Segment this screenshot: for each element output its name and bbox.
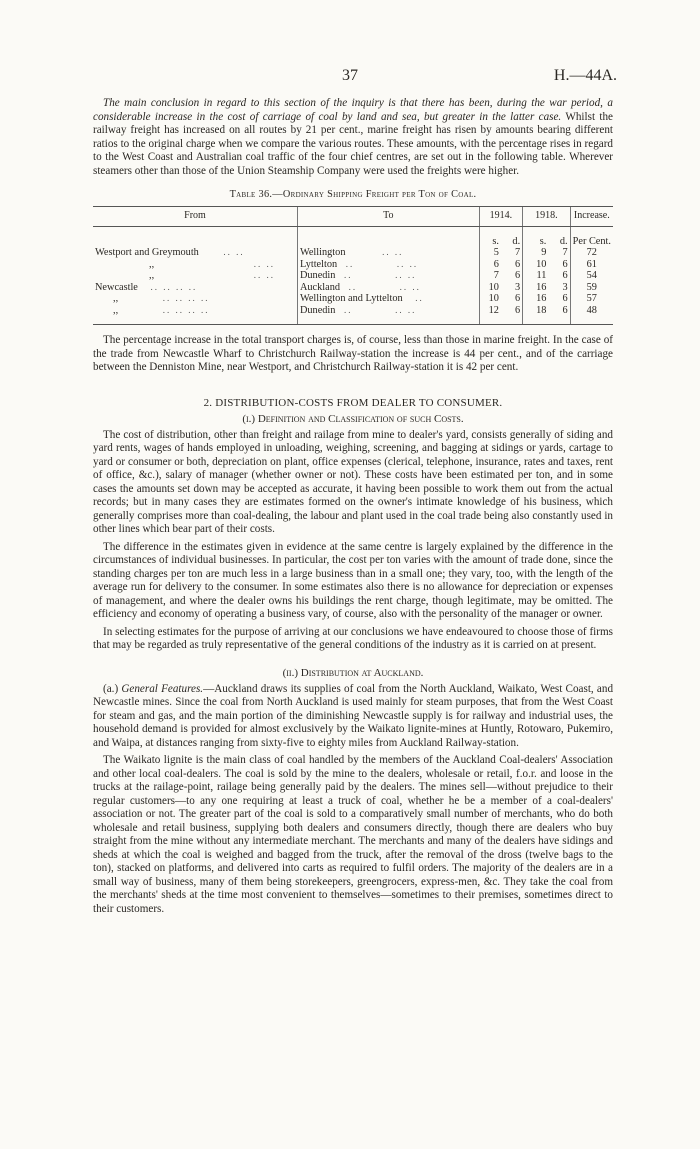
table-units-row (93, 226, 613, 247)
row-from: ,, .. .. (149, 270, 275, 281)
page-body (93, 97, 613, 916)
row-s1918: 11 (523, 270, 549, 282)
document-reference: H.—44A. (553, 67, 617, 84)
intro-paragraph (93, 97, 613, 178)
unit-shillings-1914: s. (479, 226, 501, 247)
header-1914: 1914. (479, 207, 523, 227)
row-d1918: 6 (548, 305, 570, 325)
row-d1918: 3 (562, 281, 568, 293)
body-paragraph (93, 683, 613, 751)
row-increase: 61 (570, 259, 613, 271)
row-s1914: 6 (479, 259, 501, 271)
header-from: From (93, 207, 297, 227)
freight-table (93, 206, 613, 325)
table-row (93, 259, 613, 271)
page-number: 37 (342, 67, 358, 84)
body-paragraph: The cost of distribution, other than freight and railage from mine to dealer's yard, consists generally of siding and yard rents, wages of hands employed in unloading, weighing, screening, and bagging at sidings or yards, cartage to yard or consumer or both, depreciation on plant, office expenses (clerical, telephone, insurance, rates and taxes, rent of office, &c.), salary of manager (whether owner or not). These costs have been estimated per ton, and in some cases the amounts set down may be accepted as accurate, it having been possible to work them out from the actual records; but in many cases they are estimates formed on the owner's intimate knowledge of his business, which generally comprises more than coal-dealing, the labour and plant used in the coal trade being also constantly used in other lines which bear part of their costs. (93, 428, 613, 535)
row-s1914: 7 (479, 270, 501, 282)
table-row (93, 282, 613, 294)
row-d1918: 6 (562, 270, 568, 281)
row-from: ,, .. .. (149, 258, 275, 270)
unit-pence-1918: d. (559, 235, 568, 247)
row-d1914: 6 (515, 293, 521, 304)
row-d1914: 7 (515, 247, 521, 258)
row-s1914: 5 (479, 247, 501, 259)
paragraph-label: (a.) (103, 682, 122, 695)
row-d1918: 6 (562, 258, 568, 270)
table-row (93, 305, 613, 325)
body-paragraph: The difference in the estimates given in evidence at the same centre is largely explained by the difference in the circumstances of individual businesses. In particular, the cost per ton varies with the amount of trade done, since the standing charges per ton are much less in a large business than in a small one; they vary, too, with the length of the average run for delivery to the consumer. In some estimates also there is no allowance for depreciation or expenses of management, and where the dealer owns his buildings the rent charge, though legitimate, may be omitted. The efficiency and economy of operating a business vary, of course, also with the personality of the manager or owner. (93, 540, 613, 620)
row-d1914: 6 (515, 258, 521, 270)
row-from: Westport and Greymouth .. .. (95, 247, 245, 258)
table-row (93, 293, 613, 305)
row-increase: 57 (570, 293, 613, 305)
table-header-row (93, 207, 613, 227)
header-1918: 1918. (523, 207, 570, 227)
paragraph-topic: General Features. (121, 682, 204, 695)
row-increase: 59 (570, 282, 613, 294)
row-from: ,, .. .. .. .. (93, 305, 297, 325)
row-s1914: 10 (479, 293, 501, 305)
header-increase: Increase. (570, 207, 613, 227)
row-s1918: 16 (523, 282, 549, 294)
row-s1918: 9 (523, 247, 549, 259)
row-s1918: 10 (523, 259, 549, 271)
body-paragraph: The Waikato lignite is the main class of coal handled by the members of the Auckland Coal-dealers' Association and other local coal-dealers. The coal is sold by the mine to the dealers, wholesale or retail, f.o.r. and loose in the trucks at the railage-point, railage being generally paid by the dealers. The mines sell—without prejudice to their regular customers—to any one requiring at least a truck of coal, whether he be a member of a coal-dealers' association or not. The greater part of the coal is sold to a comparatively small number of merchants, who do both wholesale and retail business, supplying both dealers and consumers directly, though there are dealers who buy straight from the mine without any intermediate merchant. The merchants and many of the dealers have sidings and sheds at which the coal is weighed and bagged from the truck, after the removal of the dross (twelve bags to the ton), stacked on platforms, and delivered into carts as required to fulfil orders. The majority of the dealers are in a small way of business, many of them being storekeepers, greengrocers, express-men, &c. They take the coal from the merchants' sheds at the time most convenient to themselves—sometimes to their premises, sometimes direct to their customers. (93, 754, 613, 915)
intro-conclusion: The main conclusion in regard to this section of the inquiry is that there has been, during the war period, a considerable increase in the cost of carriage of coal by land and sea, but greater in the latter case. (93, 97, 613, 123)
unit-shillings-1918: s. (523, 226, 549, 247)
row-from: ,, .. .. .. .. (113, 293, 210, 304)
row-increase: 48 (570, 305, 613, 325)
table-row (93, 270, 613, 282)
unit-pence-1914: d. (512, 235, 521, 247)
intro-rest: Whilst the railway freight has increased on all routes by 21 per cent., marine freight has risen by amounts bearing different ratios to the original charge when we compare the various routes. These amounts, with the percentage rises in regard to the West Coast and Australian coal traffic of the four chief centres, are set out in the following table. Wherever steamers other than those of the Union Steamship Company were used the freights were higher. (93, 110, 613, 177)
row-increase: 54 (570, 270, 613, 282)
subsection-heading: (ii.) Distribution at Auckland. (282, 666, 424, 679)
row-from: Newcastle .. .. .. .. (95, 281, 198, 293)
table-caption: Table 36.—Ordinary Shipping Freight per Ton of Coal. (229, 189, 477, 200)
row-increase: 72 (570, 247, 613, 259)
header-to: To (297, 207, 479, 227)
after-table-paragraph: The percentage increase in the total transport charges is, of course, less than those in marine freight. In the case of the trade from Newcastle Wharf to Christchurch Railway-station the increase is 44 per cent., and of the carriage between the Denniston Mine, near Westport, and Christchurch Railway-station it is 42 per cent. (93, 334, 613, 373)
body-paragraph: In selecting estimates for the purpose of arriving at our conclusions we have endeavoured to choose those of firms that may be regarded as truly representative of the general conditions of the industry as it is carried on at present. (93, 625, 613, 651)
row-d1914: 6 (515, 270, 521, 281)
section-heading: 2. DISTRIBUTION-COSTS FROM DEALER TO CONSUMER. (203, 396, 503, 409)
row-to: Auckland .. .. .. (297, 282, 479, 294)
row-to: Wellington and Lyttelton .. (297, 293, 479, 305)
paragraph-text: —Auckland draws its supplies of coal from the North Auckland, Waikato, West Coast, and Newcastle mines. Since the coal from North Auckland is used mainly for steam purposes, that from the West Coast for steam and gas, and the main portion of the diminishing Newcastle supply is for railway and industrial uses, the household demand is provided for almost exclusively by the Waikato lignite-mines at Huntly, Rotowaro, Pukemiro, and Waipa, at distances ranging from sixty-five to eighty miles from Auckland Railway-station. (93, 682, 614, 749)
row-to: Dunedin .. .. .. (297, 270, 479, 282)
unit-percent: Per Cent. (570, 226, 613, 247)
row-to: Lyttelton .. .. .. (297, 259, 479, 271)
row-d1914: 3 (515, 281, 521, 293)
row-s1914: 12 (479, 305, 501, 325)
row-s1914: 10 (479, 282, 501, 294)
subsection-heading: (i.) Definition and Classification of such Costs. (242, 412, 464, 425)
row-d1914: 6 (501, 305, 523, 325)
row-d1918: 6 (562, 293, 568, 304)
row-to: Wellington .. .. (297, 247, 479, 259)
table-row (93, 247, 613, 259)
row-d1918: 7 (562, 247, 568, 258)
row-s1918: 18 (523, 305, 549, 325)
row-to: Dunedin .. .. .. (297, 305, 479, 325)
row-s1918: 16 (523, 293, 549, 305)
